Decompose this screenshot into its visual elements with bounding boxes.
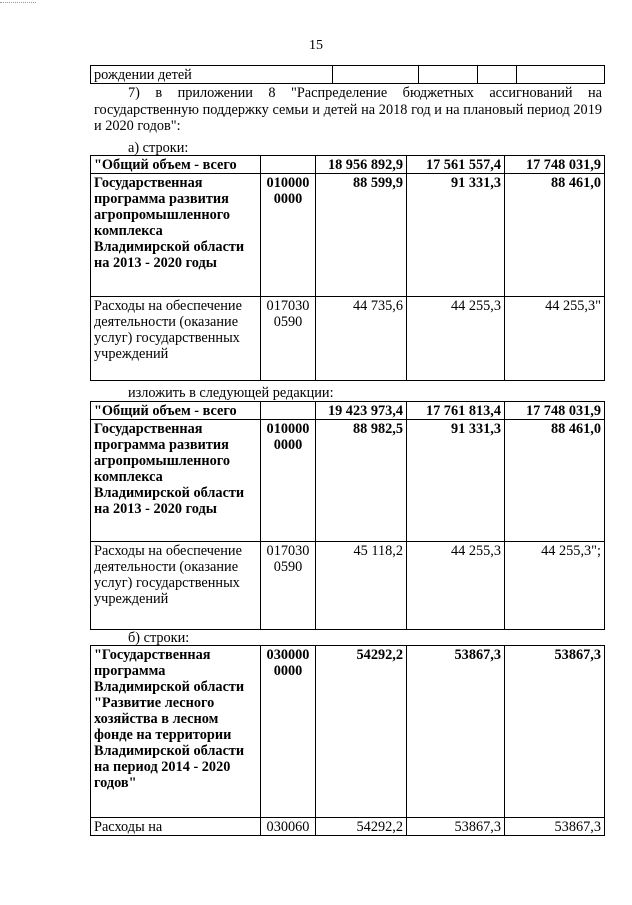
scan-edge-mark	[0, 2, 36, 3]
rows-b-table	[90, 645, 605, 836]
table-row	[91, 66, 605, 84]
value-2020: 53867,3	[505, 818, 605, 836]
row-label: Расходы на обеспечение деятельности (оказание услуг) государственных учреждений	[91, 297, 261, 381]
table-row-total	[91, 156, 605, 174]
code-cell: 017030 0590	[261, 297, 316, 381]
value-2018: 88 599,9	[316, 174, 407, 297]
row-label: рождении детей	[91, 66, 333, 84]
label-rows-b: б) строки:	[128, 630, 190, 646]
row-label: Государственная программа развития агропромышленного комплекса Владимирской области на 2013 - 2020 годы	[91, 420, 261, 542]
old-rows-table	[90, 155, 605, 381]
code-cell: 010000 0000	[261, 420, 316, 542]
label-rows-a: а) строки:	[128, 140, 189, 156]
value-2020: 17 748 031,9	[505, 156, 605, 174]
value-2019: 53867,3	[407, 646, 505, 818]
value-2020: 88 461,0	[505, 420, 605, 542]
value-2020: 44 255,3"	[505, 297, 605, 381]
value-2020: 53867,3	[505, 646, 605, 818]
code-cell	[261, 402, 316, 420]
value-2018: 19 423 973,4	[316, 402, 407, 420]
table-row-program	[91, 420, 605, 542]
value-2018: 88 982,5	[316, 420, 407, 542]
value-2019: 44 255,3	[407, 542, 505, 630]
code-cell	[261, 156, 316, 174]
value-2018: 45 118,2	[316, 542, 407, 630]
table-row-program	[91, 646, 605, 818]
code-cell: 017030 0590	[261, 542, 316, 630]
value-2019: 17 561 557,4	[407, 156, 505, 174]
continuation-table	[90, 65, 605, 84]
value-2019: 53867,3	[407, 818, 505, 836]
code-cell: 010000 0000	[261, 174, 316, 297]
table-row-total	[91, 402, 605, 420]
value-2018: 44 735,6	[316, 297, 407, 381]
value-2019: 91 331,3	[407, 420, 505, 542]
cell	[517, 66, 605, 84]
row-label: Государственная программа развития агропромышленного комплекса Владимирской области на 2013 - 2020 годы	[91, 174, 261, 297]
code-cell: 030000 0000	[261, 646, 316, 818]
cell	[478, 66, 517, 84]
table-row-expenses	[91, 818, 605, 836]
paragraph-7: 7) в приложении 8 "Распределение бюджетных ассигнований на государственную поддержку семьи и детей на 2018 год и на плановый период 2019 и 2020 годов":	[94, 85, 602, 134]
value-2018: 54292,2	[316, 646, 407, 818]
value-2019: 44 255,3	[407, 297, 505, 381]
value-2019: 17 761 813,4	[407, 402, 505, 420]
code-cell: 030060	[261, 818, 316, 836]
page-number: 15	[309, 38, 323, 53]
value-2020: 44 255,3";	[505, 542, 605, 630]
table-row-expenses	[91, 542, 605, 630]
value-2020: 88 461,0	[505, 174, 605, 297]
value-2020: 17 748 031,9	[505, 402, 605, 420]
value-2018: 18 956 892,9	[316, 156, 407, 174]
value-2018: 54292,2	[316, 818, 407, 836]
row-label: Расходы на	[91, 818, 261, 836]
table-row-program	[91, 174, 605, 297]
row-label: Расходы на обеспечение деятельности (оказание услуг) государственных учреждений	[91, 542, 261, 630]
row-label: "Государственная программа Владимирской области "Развитие лесного хозяйства в лесном фонде на территории Владимирской области на период 2014 - 2020 годов"	[91, 646, 261, 818]
new-rows-table	[90, 401, 605, 630]
label-replace: изложить в следующей редакции:	[128, 385, 334, 401]
row-label: "Общий объем - всего	[91, 156, 261, 174]
cell	[419, 66, 478, 84]
cell	[333, 66, 419, 84]
table-row-expenses	[91, 297, 605, 381]
value-2019: 91 331,3	[407, 174, 505, 297]
row-label: "Общий объем - всего	[91, 402, 261, 420]
